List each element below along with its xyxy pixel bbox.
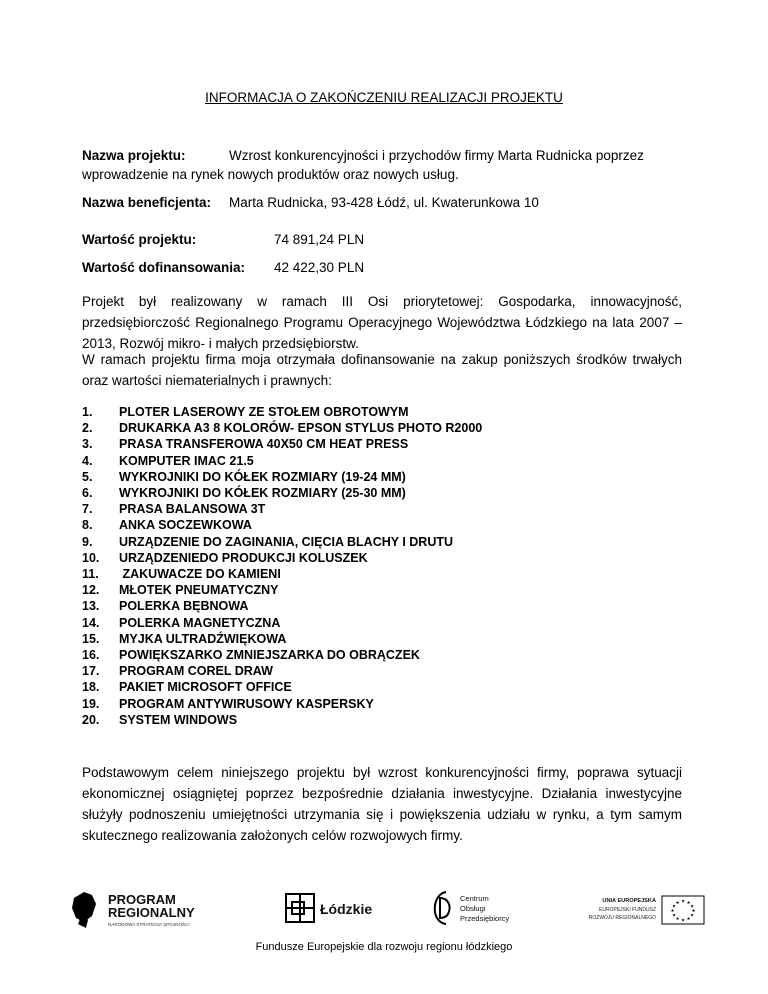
list-item-text: MYJKA ULTRADŹWIĘKOWA xyxy=(119,631,287,646)
list-item-text: POLERKA BĘBNOWA xyxy=(119,599,249,614)
list-item xyxy=(82,404,482,420)
svg-text:★: ★ xyxy=(680,918,686,924)
list-item xyxy=(82,631,482,647)
program-paragraph: Projekt był realizowany w ramach III Osi priorytetowej: Gospodarka, innowacyjność, przedsiębiorczość Regionalnego Programu Operacyjnego Województwa Łódzkiego na lata 2007 – 2013, Rozwój mikro- i małych przedsiębiorstw. xyxy=(82,294,682,351)
list-item-number: 10. xyxy=(82,550,100,565)
list-item xyxy=(82,534,482,550)
list-item-number: 5. xyxy=(82,469,93,484)
assets-list xyxy=(82,404,482,728)
list-item-text: PAKIET MICROSOFT OFFICE xyxy=(119,680,292,695)
list-item-text: WYKROJNIKI DO KÓŁEK ROZMIARY (19-24 MM) xyxy=(119,469,406,484)
list-item xyxy=(82,679,482,695)
lodzkie-emblem-icon xyxy=(286,894,314,922)
program-logo-line3: NARODOWA STRATEGIA SPÓJNOŚCI xyxy=(108,922,190,927)
program-regionalny-logo xyxy=(70,884,220,932)
project-value-label: Wartość projektu: xyxy=(82,232,197,247)
list-item xyxy=(82,598,482,614)
list-item-number: 1. xyxy=(82,405,93,419)
project-value-row xyxy=(82,230,364,249)
centrum-logo-line1: Centrum xyxy=(460,894,489,903)
list-item-text: PLOTER LASEROWY ZE STOŁEM OBROTOWYM xyxy=(119,405,409,419)
list-item-text: ZAKUWACZE DO KAMIENI xyxy=(119,567,281,582)
list-item-number: 15. xyxy=(82,631,100,646)
footer-logos xyxy=(60,884,720,934)
list-item xyxy=(82,647,482,663)
cofinancing-row xyxy=(82,258,364,277)
intro-paragraph: W ramach projektu firma moja otrzymała dofinansowanie na zakup poniższych środków trwałych oraz wartości niematerialnych i prawnych: xyxy=(82,352,682,388)
cofinancing-amount: 42 422,30 PLN xyxy=(274,260,365,275)
svg-text:★: ★ xyxy=(680,899,686,905)
unia-europejska-logo xyxy=(580,884,710,932)
project-name-label: Nazwa projektu: xyxy=(82,148,186,163)
list-item xyxy=(82,436,482,452)
eu-flag-icon xyxy=(662,896,704,924)
beneficiary-row xyxy=(82,193,539,212)
list-item xyxy=(82,517,482,533)
list-item-number: 18. xyxy=(82,680,100,695)
list-item xyxy=(82,550,482,566)
list-item-text: PROGRAM ANTYWIRUSOWY KASPERSKY xyxy=(119,696,374,711)
list-item-number: 13. xyxy=(82,599,100,614)
list-item-text: KOMPUTER IMAC 21.5 xyxy=(119,453,254,468)
list-item-text: SYSTEM WINDOWS xyxy=(119,712,238,727)
list-item-text: MŁOTEK PNEUMATYCZNY xyxy=(119,583,279,598)
project-name-row xyxy=(82,146,682,184)
list-item-number: 11. xyxy=(82,567,99,582)
list-item-number: 7. xyxy=(82,502,93,517)
project-value-amount: 74 891,24 PLN xyxy=(274,232,365,247)
ue-logo-line3: ROZWOJU REGIONALNEGO xyxy=(588,915,656,921)
list-item-text: PRASA TRANSFEROWA 40X50 CM HEAT PRESS xyxy=(119,437,409,452)
centrum-logo-line2: Obsługi xyxy=(460,904,486,913)
program-logo-line2: REGIONALNY xyxy=(108,905,195,920)
list-item-number: 16. xyxy=(82,648,100,663)
svg-text:★: ★ xyxy=(670,909,675,914)
list-item-number: 8. xyxy=(82,518,93,533)
lodzkie-logo-text: Łódzkie xyxy=(320,901,373,917)
list-item xyxy=(82,420,482,436)
list-item xyxy=(82,501,482,517)
svg-text:★: ★ xyxy=(675,917,680,922)
list-item-text: PROGRAM COREL DRAW xyxy=(119,664,273,679)
ue-logo-line2: EUROPEJSKI FUNDUSZ xyxy=(599,907,656,913)
ue-logo-line1: UNIA EUROPEJSKA xyxy=(602,898,656,904)
list-item xyxy=(82,663,482,679)
footer-text: Fundusze Europejskie dla rozwoju regionu łódzkiego xyxy=(255,941,513,953)
svg-text:★: ★ xyxy=(691,909,696,914)
list-item-number: 2. xyxy=(82,421,93,436)
centrum-obslugi-logo xyxy=(426,884,516,932)
project-name-value: Wzrost konkurencyjności i przychodów firmy Marta Rudnicka poprzez wprowadzenie na rynek nowych produktów oraz nowych usług. xyxy=(82,148,644,182)
list-item xyxy=(82,566,482,582)
cofinancing-label: Wartość dofinansowania: xyxy=(82,260,246,275)
svg-text:★: ★ xyxy=(671,913,677,919)
list-item xyxy=(82,582,482,598)
list-item-text: PRASA BALANSOWA 3T xyxy=(119,502,266,517)
list-item-text: URZĄDZENIE DO ZAGINANIA, CIĘCIA BLACHY I DRUTU xyxy=(119,534,454,549)
list-item-number: 20. xyxy=(82,712,100,727)
list-item-number: 17. xyxy=(82,664,100,679)
page-title: INFORMACJA O ZAKOŃCZENIU REALIZACJI PROJEKTU xyxy=(205,90,563,105)
list-item-text: URZĄDZENIEDO PRODUKCJI KOLUSZEK xyxy=(119,550,368,565)
centrum-emblem-icon xyxy=(435,892,450,924)
list-item-number: 14. xyxy=(82,615,100,630)
lodzkie-logo xyxy=(282,884,382,932)
list-item-number: 12. xyxy=(82,583,100,598)
summary-paragraph: Podstawowym celem niniejszego projektu był wzrost konkurencyjności firmy, poprawa sytuacji ekonomicznej osiągniętej poprzez bezpośrednie działania inwestycyjne. Działania inwestycyjne służyły podnoszeniu umiejętności utrzymania się i powiększenia udziału w rynku, a tym samym skutecznego realizowania założonych celów rozwojowych firmy. xyxy=(82,765,682,843)
list-item xyxy=(82,485,482,501)
list-item xyxy=(82,453,482,469)
list-item xyxy=(82,712,482,728)
list-item-number: 3. xyxy=(82,437,93,452)
list-item-number: 19. xyxy=(82,696,100,711)
list-item-number: 4. xyxy=(82,453,93,468)
list-item xyxy=(82,696,482,712)
list-item-text: WYKROJNIKI DO KÓŁEK ROZMIARY (25-30 MM) xyxy=(119,486,406,501)
list-item-text: POLERKA MAGNETYCZNA xyxy=(119,615,281,630)
svg-text:★: ★ xyxy=(675,901,680,906)
list-item xyxy=(82,615,482,631)
list-item-number: 6. xyxy=(82,486,93,501)
list-item-number: 9. xyxy=(82,534,93,549)
list-item-text: DRUKARKA A3 8 KOLORÓW- EPSON STYLUS PHOTO R2000 xyxy=(119,421,483,436)
list-item-text: POWIĘKSZARKO ZMNIEJSZARKA DO OBRĄCZEK xyxy=(119,648,420,663)
svg-text:★: ★ xyxy=(686,901,691,906)
svg-text:★: ★ xyxy=(686,917,691,922)
list-item xyxy=(82,469,482,485)
svg-text:★: ★ xyxy=(671,904,677,910)
svg-text:★: ★ xyxy=(689,913,695,919)
list-item-text: ANKA SOCZEWKOWA xyxy=(119,518,252,533)
svg-text:★: ★ xyxy=(689,904,695,910)
centrum-logo-line3: Przedsiębiorcy xyxy=(460,914,510,923)
program-logo-line1: PROGRAM xyxy=(108,892,176,907)
beneficiary-label: Nazwa beneficjenta: xyxy=(82,195,212,210)
beneficiary-value: Marta Rudnicka, 93-428 Łódź, ul. Kwaterunkowa 10 xyxy=(229,195,539,210)
